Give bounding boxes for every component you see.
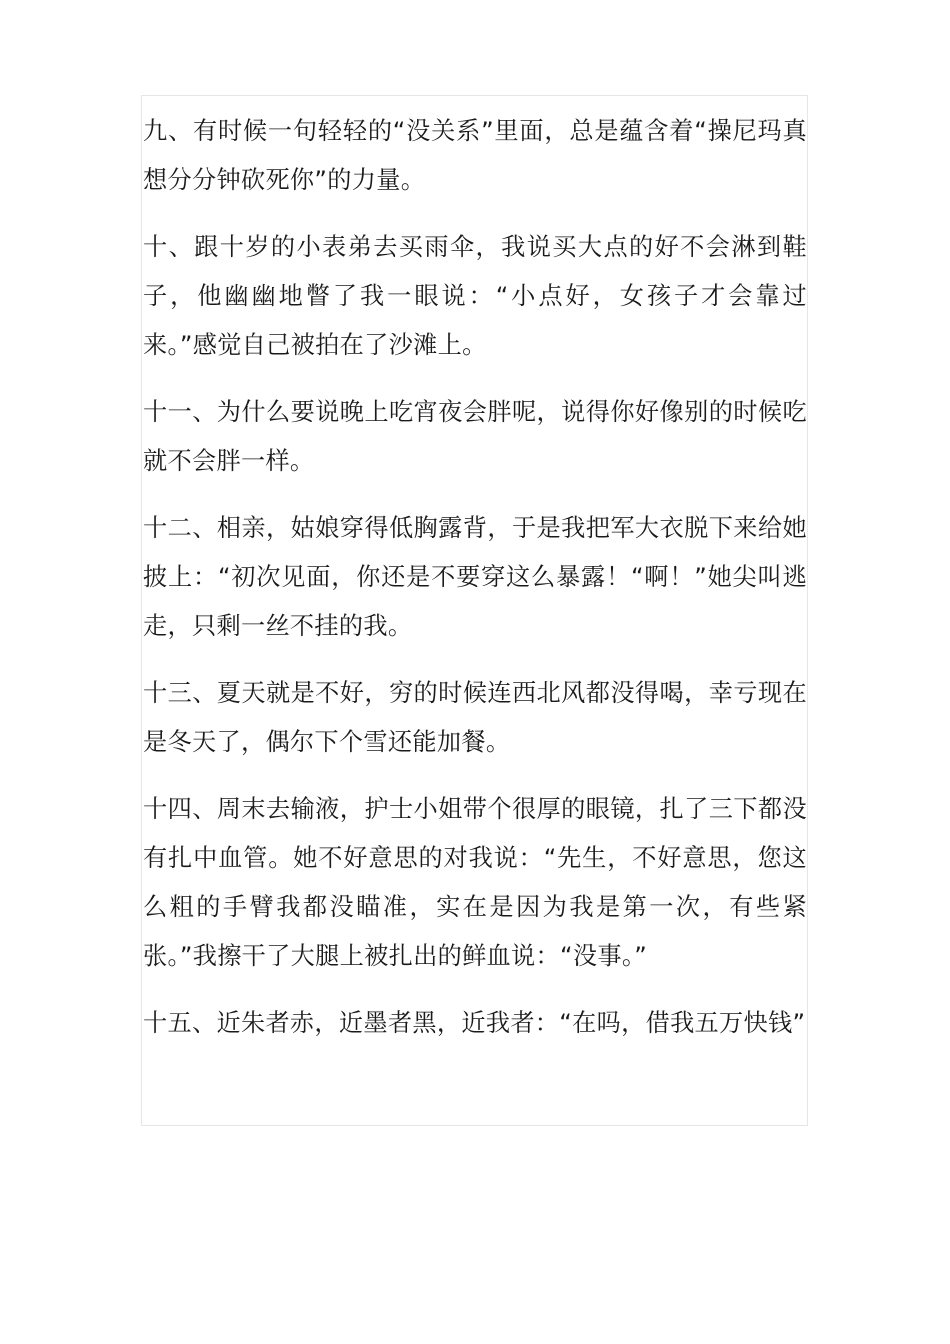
document-body xyxy=(143,107,807,1066)
paragraph-13: 十三、夏天就是不好，穷的时候连西北风都没得喝，幸亏现在是冬天了，偶尔下个雪还能加餐。 xyxy=(143,679,807,756)
paragraph-12: 十二、相亲，姑娘穿得低胸露背，于是我把军大衣脱下来给她披上：“初次见面，你还是不要穿这么暴露！“啊！”她尖叫逃走，只剩一丝不挂的我。 xyxy=(143,514,807,640)
paragraph-9: 九、有时候一句轻轻的“没关系”里面，总是蕴含着“操尼玛真想分分钟砍死你”的力量。 xyxy=(143,117,807,194)
paragraph-15: 十五、近朱者赤，近墨者黑，近我者：“在吗，借我五万快钱” xyxy=(143,1009,806,1037)
paragraph-14: 十四、周末去输液，护士小姐带个很厚的眼镜，扎了三下都没有扎中血管。她不好意思的对我说：“先生，不好意思，您这么粗的手臂我都没瞄准，实在是因为我是第一次，有些紧张。”我擦干了大腿上被扎出的鲜血说：“没事。” xyxy=(143,795,807,970)
paragraph-10: 十、跟十岁的小表弟去买雨伞，我说买大点的好不会淋到鞋子，他幽幽地瞥了我一眼说：“小点好，女孩子才会靠过来。”感觉自己被拍在了沙滩上。 xyxy=(143,233,807,359)
paragraph-11: 十一、为什么要说晚上吃宵夜会胖呢，说得你好像别的时候吃就不会胖一样。 xyxy=(143,398,807,475)
